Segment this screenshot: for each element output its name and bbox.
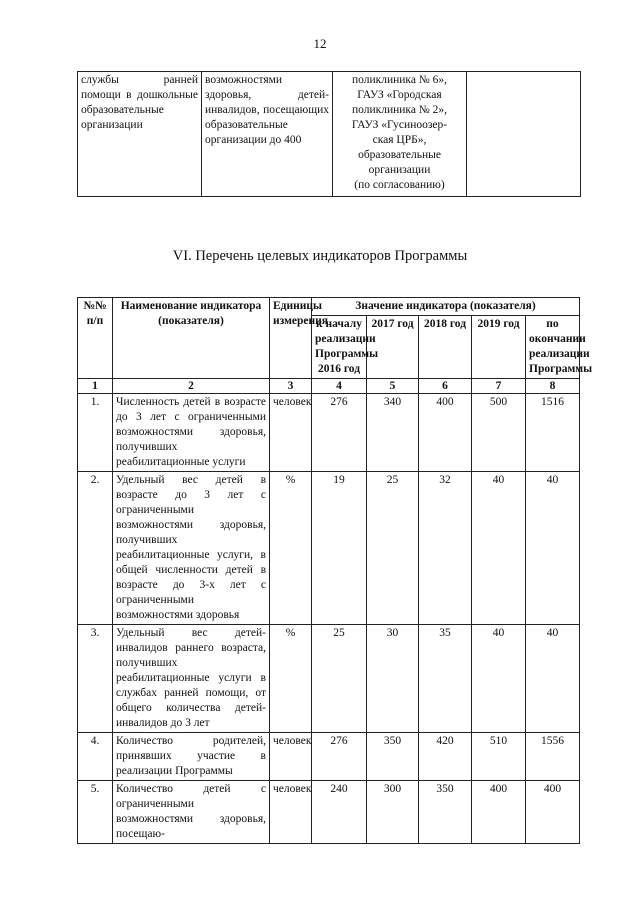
indicator-name: Количество родителей, принявших участие в реализации Программы (113, 733, 270, 781)
cell-line: ГАУЗ «Городская (357, 89, 442, 101)
cell-line: поликлиника № 2», (351, 104, 448, 116)
column-number: 6 (419, 379, 472, 394)
row-number: 4. (78, 733, 113, 781)
value-2019: 400 (472, 781, 526, 844)
table-row (78, 625, 580, 733)
header-num: №№ п/п (78, 298, 113, 379)
cell-line: поликлиника № 6», (351, 74, 448, 86)
indicator-unit: человек (270, 781, 312, 844)
row-number: 5. (78, 781, 113, 844)
header-2017: 2017 год (367, 316, 419, 379)
header-name: Наименование индикатора (показателя) (113, 298, 270, 379)
value-2019: 40 (472, 472, 526, 625)
indicator-name: Удельный вес детей в возрасте до 3 лет с ограниченными возможностями здоровья, получивших реабилитационные услуги, в общей численности детей в возрасте до 3-х лет с ограниченными возможностями здоровья (113, 472, 270, 625)
table-row (78, 781, 580, 844)
indicator-name: Численность детей в возрасте до 3 лет с ограниченными возможностями здоровья, получивших реабилитационные услуги (113, 394, 270, 472)
value-2017: 300 (367, 781, 419, 844)
header-row (78, 298, 580, 316)
value-end: 1556 (526, 733, 580, 781)
value-2017: 25 (367, 472, 419, 625)
header-unit: Единицы измерения (270, 298, 312, 379)
value-2019: 510 (472, 733, 526, 781)
table-cell (467, 72, 581, 197)
indicator-name: Количество детей с ограниченными возможностями здоровья, посещаю- (113, 781, 270, 844)
table-cell: службы ранней помощи в дошкольные образовательные организации (78, 72, 202, 197)
table-cell (333, 72, 467, 197)
value-start: 276 (312, 394, 367, 472)
value-start: 240 (312, 781, 367, 844)
column-number: 7 (472, 379, 526, 394)
table-row (78, 394, 580, 472)
value-2018: 420 (419, 733, 472, 781)
value-end: 40 (526, 472, 580, 625)
row-number: 1. (78, 394, 113, 472)
cell-line: ГАУЗ «Гусиноозер- (351, 119, 448, 131)
value-2019: 40 (472, 625, 526, 733)
header-value-group: Значение индикатора (показателя) (312, 298, 580, 316)
value-2018: 32 (419, 472, 472, 625)
cell-line: образовательные (358, 149, 441, 161)
column-number: 1 (78, 379, 113, 394)
indicators-table (77, 297, 593, 844)
value-2017: 30 (367, 625, 419, 733)
column-number: 8 (526, 379, 580, 394)
column-number: 3 (270, 379, 312, 394)
value-start: 276 (312, 733, 367, 781)
continuation-table (77, 71, 581, 197)
header-end: по окончании реализации Программы (526, 316, 580, 379)
table-row (78, 72, 581, 197)
value-start: 25 (312, 625, 367, 733)
column-number: 5 (367, 379, 419, 394)
cell-line: (по согласованию) (354, 179, 445, 191)
column-number: 2 (113, 379, 270, 394)
indicator-unit: человек (270, 394, 312, 472)
value-end: 1516 (526, 394, 580, 472)
row-number: 2. (78, 472, 113, 625)
page-number: 12 (313, 36, 327, 51)
indicator-unit: % (270, 472, 312, 625)
row-number: 3. (78, 625, 113, 733)
header-2019: 2019 год (472, 316, 526, 379)
value-2017: 350 (367, 733, 419, 781)
header-2018: 2018 год (419, 316, 472, 379)
value-2017: 340 (367, 394, 419, 472)
value-2018: 350 (419, 781, 472, 844)
value-2018: 400 (419, 394, 472, 472)
value-end: 40 (526, 625, 580, 733)
value-2019: 500 (472, 394, 526, 472)
table-row (78, 733, 580, 781)
cell-line: ская ЦРБ», (372, 134, 427, 146)
value-start: 19 (312, 472, 367, 625)
value-2018: 35 (419, 625, 472, 733)
column-number: 4 (312, 379, 367, 394)
indicator-unit: человек (270, 733, 312, 781)
section-title: VI. Перечень целевых индикаторов Программы (172, 248, 468, 264)
value-end: 400 (526, 781, 580, 844)
header-start: к началу реализации Программы 2016 год (312, 316, 367, 379)
indicator-name: Удельный вес детей-инвалидов раннего возраста, получивших реабилитационные услуги в службах ранней помощи, от общего количества детей-инвалидов до 3 лет (113, 625, 270, 733)
column-number-row (78, 379, 580, 394)
cell-line: организации (368, 164, 431, 176)
table-row (78, 472, 580, 625)
table-cell: возможностями здоровья, детей-инвалидов, посещающих образовательные организации до 400 (202, 72, 333, 197)
indicator-unit: % (270, 625, 312, 733)
